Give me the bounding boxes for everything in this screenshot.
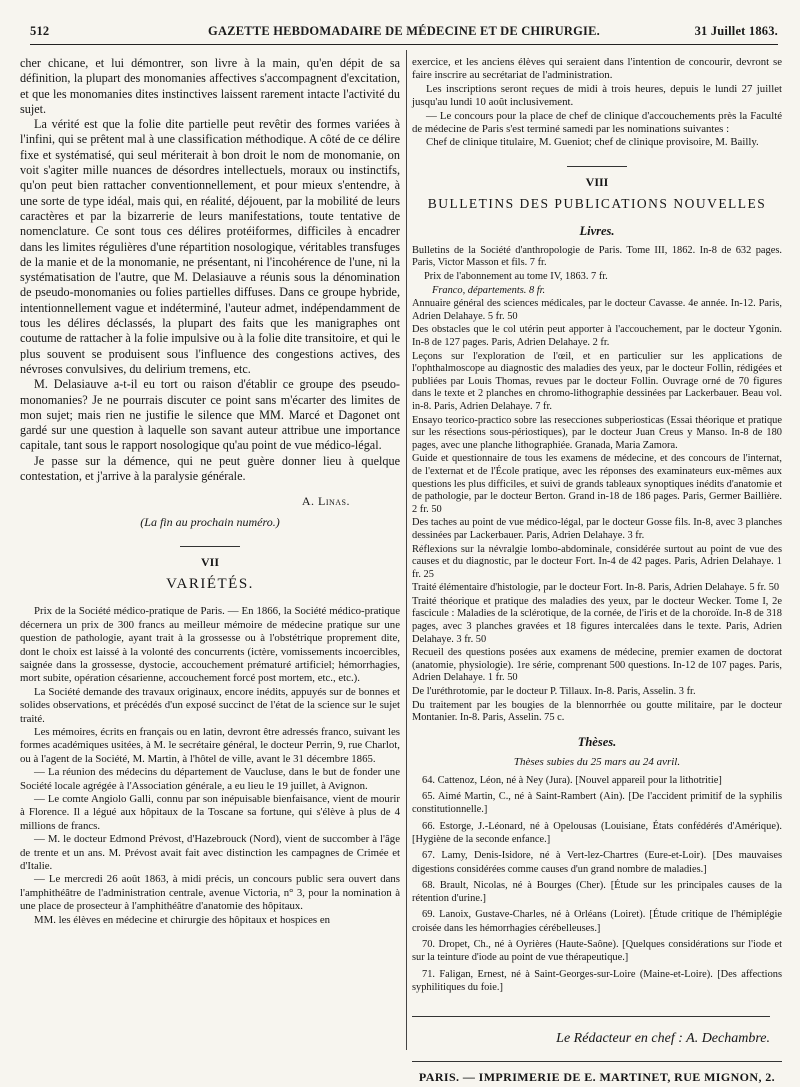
thesis-entry: 65. Aimé Martin, C., né à Saint-Rambert (Ain). [De l'accident primitif de la syphilis constitutionnelle.] [412, 791, 782, 816]
section-title: BULLETINS DES PUBLICATIONS NOUVELLES [427, 195, 767, 211]
book-entry: Annuaire général des sciences médicales, par le docteur Cavasse. 4e année. In-12. Paris, Adrien Delahaye. 5 fr. 50 [412, 298, 782, 322]
books-heading: Livres. [579, 223, 615, 238]
book-entry: De l'uréthrotomie, par le docteur P. Tillaux. In-8. Paris, Asselin. 3 fr. [412, 686, 696, 698]
thesis-entry: 71. Faligan, Ernest, né à Saint-Georges-sur-Loire (Maine-et-Loire). [Des affections syphilitiques du foie.] [412, 968, 782, 993]
thesis-entry: 67. Lamy, Denis-Isidore, né à Vert-lez-Chartres (Eure-et-Loir). [Des mauvaises digestions considérées comme causes d'un grand nombre de maladies.] [412, 850, 782, 875]
editor-line: Le Rédacteur en chef : A. Dechambre. [412, 1016, 770, 1047]
paragraph: — La réunion des médecins du département de Vaucluse, dans le but de fonder une Société locale agrégée à l'Association générale, a eu lieu le 19 juillet, à Avignon. [20, 766, 400, 792]
printer-imprint: PARIS. — IMPRIMERIE DE E. MARTINET, RUE MIGNON, 2. [412, 1061, 782, 1085]
thesis-entry: 66. Estorge, J.-Léonard, né à Opelousas (Louisiane, États confédérés d'Amérique). [Hygiène de la seconde enfance.] [412, 820, 782, 845]
thesis-entry: 70. Dropet, Ch., né à Oyrières (Haute-Saône). [Quelques considérations sur l'iode et sur la teinture d'iode au point de vue thérapeutique.] [412, 939, 782, 964]
paragraph: exercice, et les anciens élèves qui seraient dans l'intention de concourir, devront se faire inscrire au secrétariat de l'administration. [412, 56, 782, 82]
book-entry: Prix de l'abonnement au tome IV, 1863. 7 fr. [424, 271, 608, 283]
book-entry: Leçons sur l'exploration de l'œil, et en particulier sur les applications de l'ophthalmoscope au diagnostic des maladies des yeux, par le docteur Follin, rédigées et publiées par Louis Thomas, revues par le docteur Follin. Ouvrage orné de 70 figures dans le texte et 2 planches en chromo-lithographie dessinées par Lackerbauer. Beau vol. in-8. Paris, Adrien Delahaye. 7 fr. [412, 350, 782, 412]
paragraph: MM. les élèves en médecine et chirurgie des hôpitaux et hospices en [34, 913, 331, 926]
journal-title: GAZETTE HEBDOMADAIRE DE MÉDECINE ET DE CHIRURGIE. [208, 24, 600, 38]
book-entry: Bulletins de la Société d'anthropologie de Paris. Tome III, 1862. In-8 de 632 pages. Paris, Victor Masson et fils. 7 fr. [412, 244, 782, 269]
paragraph: M. Delasiauve a-t-il eu tort ou raison d'établir ce groupe des pseudo-monomanies? Je ne pourrais discuter ce point sans m'écarter des limites de mon sujet; mais rien ne justifie le silence que MM. Marcé et Dagonet ont gardé sur une question à laquelle son savant auteur attribue une importance capitale, tant sous le rapport nosologique qu'au point de vue médico-légal. [20, 377, 400, 453]
thesis-entry: 64. Cattenoz, Léon, né à Ney (Jura). [Nouvel appareil pour la lithotritie] [422, 774, 722, 786]
thesis-entry: 68. Brault, Nicolas, né à Bourges (Cher). [Étude sur les principales causes de la rétention d'urine.] [412, 879, 782, 905]
books-list [412, 245, 782, 725]
page-number: 512 [30, 24, 50, 38]
book-entry: Du traitement par les bougies de la blennorrhée ou goutte militaire, par le docteur Montanier. In-8. Paris, Asselin. 75 c. [412, 699, 782, 724]
theses-list [412, 774, 782, 994]
paragraph: Prix de la Société médico-pratique de Paris. — En 1866, la Société médico-pratique décernera un prix de 300 francs au meilleur mémoire de médecine pratique sur une question de pathologie, ayant trait à la grossesse ou à l'obstétrique proprement dite, dont le choix est laissé à la volonté des concurrents (ictère, vomissements incoercibles, saignée dans la grossesse, dystocie, accouchement prématuré artificiel; hémorrhagies, mort subite, opération césarienne, accouchement forcé post mortem, etc., etc.). [20, 605, 400, 685]
issue-date: 31 Juillet 1863. [694, 24, 778, 38]
continued-note: (La fin au prochain numéro.) [140, 515, 280, 530]
paragraph: — Le mercredi 26 août 1863, à midi précis, un concours public sera ouvert dans l'amphithéâtre de l'administration centrale, avenue Victoria, n° 3, pour la nomination à une place de prosecteur à l'amphithéâtre d'anatomie des hôpitaux. [20, 873, 400, 913]
theses-date: Thèses subies du 25 mars au 24 avril. [513, 755, 681, 768]
right-column [412, 56, 782, 1085]
paragraph: Les inscriptions seront reçues de midi à trois heures, depuis le lundi 27 juillet jusqu'au lundi 10 août inclusivement. [412, 82, 782, 109]
paragraph: La Société demande des travaux originaux, encore inédits, appuyés sur de bonnes et solides observations, et précédés d'un exposé succinct de l'état de la science sur le sujet traité. [20, 685, 400, 725]
paragraph: cher chicane, et lui démontrer, son livre à la main, qu'en dépit de sa définition, la plupart des monomanies affectives s'accompagnent d'excitation, et que les monomanies dites instinctives laissent rarement intacte l'activité du sujet. [20, 56, 400, 116]
book-entry: Traité théorique et pratique des maladies des yeux, par le docteur Wecker. Tome I, 2e fascicule : Maladies de la sclérotique, de la cornée, de l'iris et de la choroïde. In-8 de 318 pages, avec 3 planches gravées et 18 figures intercalées dans le texte. Paris, Adrien Delahaye. 3 fr. 50 [412, 595, 782, 645]
left-column [20, 56, 400, 927]
thesis-entry: 69. Lanoix, Gustave-Charles, né à Orléans (Loiret). [Étude critique de l'hémiplégie croisée dans les hémorrhagies cérébelleuses.] [412, 909, 782, 934]
book-entry: Franco, départements. 8 fr. [432, 284, 546, 296]
book-entry: Guide et questionnaire de tous les examens de médecine, et des concours de l'internat, de l'externat et de l'École pratique, avec les réponses des examinateurs eux-mêmes aux questions les plus difficiles, et suivi de grands tableaux synoptiques inédits d'anatomie et de pathologie, par le docteur Berton. Grand in-18 de 186 pages. Paris, Germer Baillière. 2 fr. 50 [412, 453, 782, 515]
book-entry: Réflexions sur la névralgie lombo-abdominale, considérée surtout au point de vue des causes et du diagnostic, par le docteur Fort. In-4 de 42 pages. Paris, Adrien Delahaye. 1 fr. 25 [412, 543, 782, 580]
section-number: VIII [567, 166, 627, 190]
book-entry: Des taches au point de vue médico-légal, par le docteur Gosse fils. In-8, avec 3 planches dessinées par Lackerbauer. Paris, Adrien Delahaye. 3 fr. [412, 517, 782, 541]
paragraph: — Le concours pour la place de chef de clinique d'accouchements près la Faculté de médecine de Paris s'est terminé samedi par les nominations suivantes : [412, 109, 782, 136]
book-entry: Recueil des questions posées aux examens de médecine, premier examen de doctorat (anatomie, physiologie). 1re série, comprenant 500 questions. In-12 de 107 pages. Paris, Adrien Delahaye. 1 fr. 50 [412, 647, 782, 684]
book-entry: Ensayo teorico-practico sobre las resecciones subperiosticas (Essai théorique et pratique sur les résections sous-périostiques), par le docteur Juan Creus y Manso. In-8 de 180 pages, avec une planche lithographiée. Granada, Maria Zamora. [412, 414, 782, 451]
paragraph: Chef de clinique titulaire, M. Gueniot; chef de clinique provisoire, M. Bailly. [426, 136, 759, 149]
section-number: VII [180, 546, 240, 570]
section-title: VARIÉTÉS. [166, 576, 254, 593]
paragraph: La vérité est que la folie dite partielle peut revêtir des formes variées à l'infini, qui se prêtent mal à une classification méthodique. A côté de ce délire fixe et systématisé, qui seul mériterait à bon droit le nom de monomanie, on voit s'agiter mille nuances de désordres intellectuels, moraux ou instinctifs, qu'on peut bien rattacher conventionnellement, et pour mieux s'entendre, à une sorte de type idéal, mais qui, en réalité, déjouent, par la mobilité de leurs caractères et par la bizarrerie de leurs manifestations, toute tentative de nomenclature. Ce sont tous ces délires protéiformes, difficiles à encadrer dans les limites régulières d'une répartition nosologique, véritables transfuges de la manie et de la monomanie, ne présentant, ni l'incohérence de l'une, ni la systématisation de l'autre, que M. Delasiauve a réunis sous la dénomination de pseudo-monomanies ou folies partielles diffuses. Dans ce groupe hybride, intentionnellement vague et indéterminé, l'auteur admet, indépendamment de tous les délires déclassés, la plupart des faits que les manigraphes ont coutume de rattacher à la folie impulsive ou à la folie dite transitoire, et qui le plus souvent se produisent sous l'influence des congestions actives, des névroses convulsives, du delirium tremens, etc. [20, 117, 400, 376]
paragraph: — Le comte Angiolo Galli, connu par son inépuisable bienfaisance, vient de mourir à Florence. Il a légué aux hôpitaux de la Toscane sa fortune, qui s'élève à plus de 4 millions de francs. [20, 793, 400, 832]
theses-heading: Thèses. [577, 734, 617, 749]
book-entry: Des obstacles que le col utérin peut apporter à l'accouchement, par le docteur Ygonin. In-8 de 127 pages. Paris, Adrien Delahaye. 2 fr. [412, 324, 782, 348]
author-signature: A. Linas. [301, 494, 350, 509]
paragraph: Les mémoires, écrits en français ou en latin, devront être adressés franco, suivant les formes académiques usitées, à M. le secrétaire général, le docteur Perrin, 9, rue Charlot, ou à l'agent de la Société, M. Martin, à l'hôtel de ville, avant le 31 décembre 1865. [20, 725, 400, 765]
page-header [30, 22, 778, 45]
paragraph: Je passe sur la démence, qui ne peut guère donner lieu à quelque contestation, et j'arrive à la paralysie générale. [20, 453, 400, 484]
book-entry: Traité élémentaire d'histologie, par le docteur Fort. In-8. Paris, Adrien Delahaye. 5 fr. 50 [412, 582, 780, 594]
column-divider [406, 50, 407, 1050]
paragraph: — M. le docteur Edmond Prévost, d'Hazebrouck (Nord), vient de succomber à l'âge de trente et un ans. M. Prévost avait fait avec distinction les campagnes de Crimée et d'Italie. [20, 833, 400, 873]
